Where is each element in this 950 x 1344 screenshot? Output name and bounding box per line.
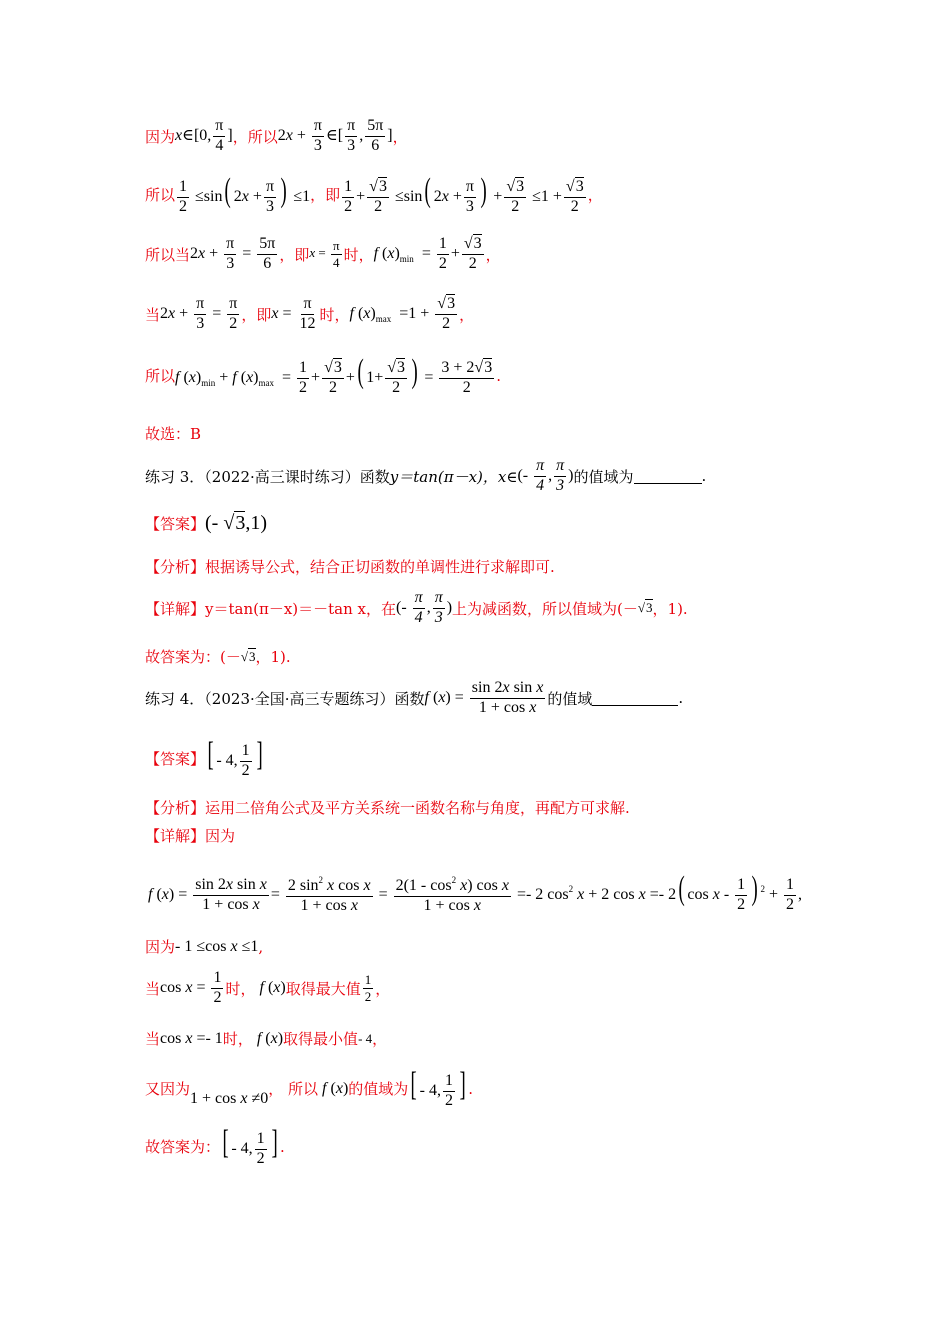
- solution-line-1: [145, 118, 408, 155]
- answer-choice: [145, 423, 201, 444]
- formula-x-pi4: x = $\frac{\pi}{4}$: [309, 238, 340, 270]
- formula-cos-half: cos x = $\frac{1}{2}$: [160, 969, 222, 1006]
- formula-x-range: x∈[0, $\frac{\pi}{4}$ ]: [175, 117, 233, 154]
- text: ，: [587, 186, 603, 205]
- text: ，即: [241, 305, 272, 324]
- text: 因为: [145, 127, 176, 146]
- exercise-4-final: [145, 1126, 285, 1168]
- answer-tag: 【答案】: [145, 515, 206, 533]
- text: 时，: [319, 305, 350, 324]
- text: 的值域为: [348, 1080, 409, 1099]
- exercise-3-analysis: [145, 556, 555, 577]
- exercise-label: 练习 4．（2023·全国·高三专题练习）函数: [145, 689, 425, 708]
- formula-fx: f (x): [259, 979, 286, 997]
- detail-text: ，1).: [652, 599, 688, 618]
- answer-blank: [634, 469, 702, 484]
- text: 取得最小值: [283, 1030, 359, 1048]
- final-text: .: [280, 1137, 285, 1156]
- text: 取得最大值: [285, 979, 361, 998]
- text: 当: [145, 1030, 161, 1048]
- text: ，: [485, 245, 501, 264]
- formula-denominator-nonzero: 1 + cos x ≠0: [190, 1089, 269, 1107]
- formula-range: [ - 4, $\frac{1}{2}$ ]: [222, 1124, 278, 1167]
- exercise-4-derivation: [148, 872, 802, 915]
- formula-sum: f $(x)_{min} + f$ $(x)_{max}$ = $\frac{1}{2}$ + $\frac{√3}{2}$ +( 1+ $\frac{√3}{2}$ ) = $\frac{3 + 2√3}{2}$: [175, 353, 493, 396]
- analysis-tag: 【分析】: [145, 558, 206, 576]
- formula-sin-bound: $\frac{1}{2}$ ≤sin( 2x + $\frac{\pi}{3}$ ) ≤1: [179, 172, 311, 215]
- solution-line-5: [145, 355, 501, 397]
- detail-text: 因为: [205, 827, 236, 845]
- formula-shifted-bound: $\frac{1}{2}$ + $\frac{√3}{2}$ ≤sin( 2x + $\frac{\pi}{3}$ ) + $\frac{√3}{2}$ ≤1 + $\frac{√3}{2}$: [344, 172, 584, 215]
- formula-half: $\frac{1}{2}$: [364, 972, 372, 1004]
- analysis-tag: 【分析】: [145, 799, 206, 817]
- formula-sqrt3: √3: [240, 648, 256, 664]
- text: 时，: [343, 245, 374, 264]
- formula-cos-bound: - 1 ≤cos x ≤1: [175, 937, 259, 955]
- analysis-text: 根据诱导公式，结合正切函数的单调性进行求解即可.: [205, 558, 555, 576]
- answer-tag: 【答案】: [145, 750, 206, 769]
- text: ，即: [279, 245, 310, 264]
- formula-2x-range: 2x + $\frac{\pi}{3}$ ∈[ $\frac{\pi}{3}$ , $\frac{5\pi}{6}$ ]: [277, 117, 393, 154]
- formula-x-pi12: x = $\frac{\pi}{12}$: [271, 295, 316, 332]
- formula-fmin: f $(x)_{min}$ = $\frac{1}{2}$ + $\frac{√3}{2}$: [373, 235, 482, 272]
- final-text: 故答案为：(－: [145, 648, 241, 666]
- text: 时，: [222, 1030, 253, 1048]
- exercise-4-question: [145, 680, 683, 717]
- formula-fx: f (x): [322, 1079, 349, 1097]
- text: 又因为: [145, 1080, 191, 1099]
- text: 所以: [145, 186, 176, 205]
- text: .: [496, 366, 501, 385]
- text: 当: [145, 305, 161, 324]
- detail-tag: 【详解】: [145, 827, 206, 845]
- formula-eq-5pi6: 2x + $\frac{\pi}{3}$ = $\frac{5\pi}{6}$: [190, 235, 276, 272]
- text: ，所以: [232, 127, 278, 146]
- final-text: ，1).: [255, 648, 291, 666]
- exercise-3-question: [145, 458, 706, 495]
- formula-neg4: - 4: [358, 1030, 373, 1046]
- answer-blank: [592, 691, 678, 706]
- text: 所以: [145, 367, 176, 386]
- text: ，: [459, 305, 475, 324]
- formula-cos-neg1: cos x =- 1: [160, 1029, 223, 1047]
- formula-derivation: f (x) = $\frac{\text{sin 2x sin x}}{\text{1 + cos x}}$ = $\frac{2 \sin^2 x \cos x}{\text{1 + cos x}}$ = $\frac{2(1 - \cos^2 x) \cos x}{\text{1 + cos x}}$ =- 2 $\cos^2 x + 2$ cos x =- 2( cos x - $\frac{1}{2}$ ) $^2$ + $\frac{1}{2}$ ,: [148, 870, 803, 914]
- solution-line-3: [145, 236, 501, 273]
- text: ， 所以: [268, 1080, 319, 1099]
- text: .: [468, 1079, 474, 1098]
- text: 故选：B: [145, 425, 202, 443]
- formula-interval: (- $\frac{\pi}{4}$ , $\frac{\pi}{3}$ ): [517, 457, 574, 494]
- formula-interval: (- $\frac{\pi}{4}$ , $\frac{\pi}{3}$ ): [396, 589, 453, 626]
- text: ，: [375, 979, 391, 998]
- formula-answer: [ - 4, $\frac{1}{2}$ ]: [207, 736, 263, 779]
- exercise-4-when-min: [145, 1028, 387, 1049]
- exercise-3-answer: [145, 512, 267, 535]
- exercise-4-analysis: [145, 797, 630, 818]
- exercise-label: 练习 3．（2022·高三课时练习）函数: [145, 467, 390, 486]
- text: ，: [392, 127, 408, 146]
- exercise-3-final: [145, 646, 291, 667]
- text: 所以当: [145, 245, 191, 264]
- detail-text: 上为减函数，所以值域为(－: [452, 599, 638, 618]
- text: ，: [372, 1030, 388, 1048]
- final-text: 故答案为：: [145, 1138, 221, 1157]
- text: 的值域为: [573, 467, 634, 486]
- detail-text: y＝tan(π－x)＝－tan x，在: [205, 599, 397, 618]
- text: 因为: [145, 938, 176, 956]
- formula-fx: f (x): [256, 1029, 284, 1047]
- exercise-4-detail: [145, 825, 235, 846]
- formula-eq-pi2: 2x + $\frac{\pi}{3}$ = $\frac{\pi}{2}$: [160, 295, 238, 332]
- exercise-4-when-max: [145, 970, 390, 1007]
- formula-fmax: f $(x)_{max} =1$ + $\frac{√3}{2}$: [349, 295, 456, 332]
- formula-answer: (- √3,1): [205, 512, 267, 534]
- analysis-text: 运用二倍角公式及平方关系统一函数名称与角度，再配方可求解.: [205, 799, 630, 817]
- function-text: y＝tan(π－x)，x∈: [389, 467, 518, 486]
- exercise-4-because: 因为 - 1 ≤cos x ≤1 ,: [145, 937, 264, 956]
- detail-tag: 【详解】: [145, 599, 206, 618]
- text: .: [678, 689, 684, 708]
- exercise-3-detail: [145, 590, 688, 627]
- solution-line-4: [145, 296, 474, 333]
- text: ，即: [310, 186, 341, 205]
- exercise-4-also: [145, 1068, 473, 1110]
- exercise-4-answer: [145, 738, 265, 780]
- formula-sqrt3: √3: [637, 600, 653, 616]
- text: 的值域: [547, 689, 593, 708]
- text: .: [701, 467, 707, 486]
- formula-function: f (x) = $\frac{\text{sin 2x sin x}}{\text{1 + cos x}}$: [424, 679, 544, 716]
- text: 当: [145, 979, 161, 998]
- solution-line-2: [145, 174, 603, 216]
- formula-range: [ - 4, $\frac{1}{2}$ ]: [410, 1066, 466, 1109]
- text: 时，: [225, 979, 256, 998]
